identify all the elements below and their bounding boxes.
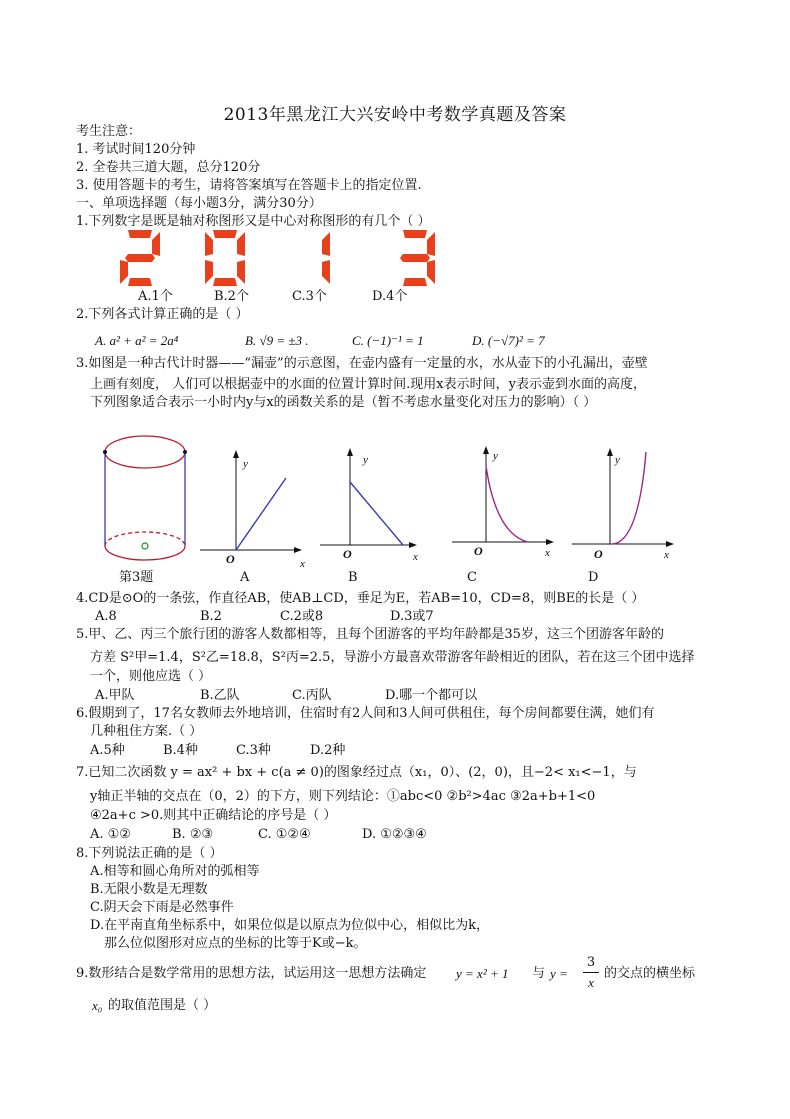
q9-variable: x₀	[92, 998, 103, 1013]
q9-equation-2-lhs: y =	[550, 966, 568, 981]
notice-heading: 考生注意：	[76, 124, 142, 139]
graph-a-label: A	[240, 570, 250, 585]
q5-option-c: C.丙队	[292, 688, 332, 703]
graph-d-origin: O	[594, 547, 603, 561]
q1-option-a: A.1个	[138, 289, 173, 304]
segment-a	[128, 230, 152, 238]
q7-option-d: D. ①②③④	[362, 827, 427, 842]
segment-d	[403, 278, 427, 286]
graph-c-origin: O	[474, 544, 483, 558]
q4-option-c: C.2或8	[280, 609, 324, 624]
q6-line1: 6.假期到了，17名女教师去外地培训，住宿时有2人间和3人间可供租住，每个房间都要住满，她们有	[76, 706, 655, 721]
graph-d	[572, 448, 674, 547]
graph-c-label: C	[467, 570, 477, 585]
q3-line3: 下列图象适合表示一小时内y与x的函数关系的是（暂不考虑水量变化对压力的影响）（ ）	[90, 395, 597, 410]
segment-b	[152, 232, 160, 256]
q1-option-d: D.4个	[372, 289, 408, 304]
q8-option-c: C.阴天会下雨是必然事件	[90, 900, 234, 915]
q1-option-c: C.3个	[292, 289, 327, 304]
q6-option-c: C.3种	[236, 743, 271, 758]
q2-option-d: D. (−√7)² = 7	[472, 333, 545, 348]
graph-b-y-label: y	[363, 454, 368, 466]
graph-d-x-label: x	[664, 549, 669, 561]
graph-a	[200, 450, 302, 553]
q1-option-b: B.2个	[214, 289, 249, 304]
notice-item: 1. 考试时间120分钟	[76, 142, 196, 157]
q4-option-d: D.3或7	[390, 609, 434, 624]
digit-2	[120, 230, 160, 286]
q4-option-b: B.2	[200, 609, 222, 624]
figure-caption: 第3题	[119, 570, 154, 585]
q3-line2: 上画有刻度， 人们可以根据壶中的水面的位置计算时间.现用x表示时间，y表示壶到水面的高度，	[90, 377, 646, 392]
question-2-stem: 2.下列各式计算正确的是（ ）	[76, 307, 249, 322]
water-clock-cylinder	[103, 436, 187, 560]
q5-option-b: B.乙队	[200, 688, 240, 703]
q5-option-d: D.哪一个都可以	[385, 688, 478, 703]
seven-segment-digits	[120, 230, 450, 292]
q6-line2: 几种租住方案.（ ）	[90, 724, 203, 739]
q9-line1-text: 9.数形结合是数学常用的思想方法，试运用这一思想方法确定	[76, 966, 427, 981]
graph-d-y-label: y	[615, 454, 620, 466]
digit-3	[400, 230, 435, 286]
q9-fraction-denominator: x	[588, 975, 594, 990]
segment-f	[205, 232, 213, 256]
graph-c-y-label: y	[493, 450, 498, 462]
q5-line3: 一个，则他应选（ ）	[90, 669, 212, 684]
q2-option-c: C. (−1)⁻¹ = 1	[352, 333, 424, 348]
segment-g	[400, 254, 430, 262]
q8-option-b: B.无限小数是无理数	[90, 882, 208, 897]
q2-option-b: B. √9 = ±3 .	[245, 333, 309, 348]
segment-d	[128, 278, 152, 286]
question-4-stem: 4.CD是⊙O的一条弦，作直径AB，使AB⊥CD，垂足为E，若AB=10，CD=8，则BE的长是（ ）	[76, 591, 645, 606]
graph-a-y-label: y	[243, 458, 248, 470]
graph-a-x-label: x	[300, 558, 305, 570]
segment-d	[213, 278, 237, 286]
q4-option-a: A.8	[95, 609, 117, 624]
section-heading: 一、单项选择题（每小题3分，满分30分）	[76, 196, 322, 211]
q9-equation-1: y = x² + 1	[456, 966, 509, 981]
q9-line1-tail: 的交点的横坐标	[604, 966, 696, 981]
segment-e	[205, 260, 213, 284]
q8-option-a: A.相等和圆心角所对的弧相等	[90, 864, 260, 879]
digit-0	[205, 230, 245, 286]
q8-option-d-line1: D.在平南直角坐标系中，如果位似是以原点为位似中心，相似比为k，	[90, 918, 489, 933]
q6-option-d: D.2种	[310, 743, 346, 758]
notice-item: 2. 全卷共三道大题，总分120分	[76, 160, 261, 175]
notice-item: 3. 使用答题卡的考生，请将答案填写在答题卡上的指定位置.	[76, 178, 422, 193]
page-title: 2013年黑龙江大兴安岭中考数学真题及答案	[223, 105, 567, 125]
digit-1	[322, 232, 330, 284]
q8-option-d-line2: 那么位似图形对应点的坐标的比等于K或−k。	[104, 936, 367, 951]
question-1-stem: 1.下列数字是既是轴对称图形又是中心对称图形的有几个（ ）	[76, 214, 431, 229]
graph-b-x-label: x	[413, 551, 418, 563]
segment-c	[427, 260, 435, 284]
q2-option-a: A. a² + a² = 2a⁴	[95, 333, 179, 348]
segment-b	[427, 232, 435, 256]
q5-line1: 5.甲、乙、丙三个旅行团的游客人数都相等，且每个团游客的平均年龄都是35岁，这三个团游客年龄的	[76, 627, 664, 642]
segment-b	[322, 232, 330, 256]
graph-c	[452, 446, 554, 545]
q6-option-b: B.4种	[163, 743, 198, 758]
graph-a-origin: O	[226, 552, 235, 566]
graph-b-origin: O	[343, 547, 352, 561]
q3-figures	[100, 430, 700, 580]
segment-c	[322, 260, 330, 284]
segment-a	[403, 230, 427, 238]
q6-option-a: A.5种	[90, 743, 125, 758]
q7-option-a: A. ①②	[90, 827, 131, 842]
segment-a	[213, 230, 237, 238]
segment-g	[125, 254, 155, 262]
segment-c	[237, 260, 245, 284]
q7-line2: y轴正半轴的交点在（0，2）的下方，则下列结论：①abc<0 ②b²>4ac ③2a+b+1<0	[90, 789, 596, 804]
q5-line2: 方差 S²甲=1.4，S²乙=18.8，S²丙=2.5，导游小方最喜欢带游客年龄相近的团队，若在这三个团中选择	[90, 650, 695, 665]
q7-line1: 7.已知二次函数 y = ax² + bx + c(a ≠ 0)的图象经过点（x₁，0）、(2，0)，且−2< x₁<−1，与	[76, 765, 637, 780]
graph-b	[320, 448, 417, 548]
q7-option-b: B. ②③	[172, 827, 214, 842]
q7-option-c: C. ①②④	[258, 827, 311, 842]
graph-d-label: D	[588, 570, 599, 585]
question-8-stem: 8.下列说法正确的是（ ）	[76, 846, 223, 861]
segment-e	[120, 260, 128, 284]
graph-c-x-label: x	[545, 547, 550, 559]
segment-b	[237, 232, 245, 256]
q7-line3: ④2a+c >0.则其中正确结论的序号是（ ）	[90, 808, 337, 823]
q9-fraction-bar	[583, 972, 599, 973]
graph-b-label: B	[348, 570, 358, 585]
q5-option-a: A.甲队	[95, 688, 135, 703]
q9-conjunction: 与	[532, 966, 546, 981]
q3-line1: 3.如图是一种古代计时器——“漏壶”的示意图，在壶内盛有一定量的水，水从壶下的小孔漏出，壶壁	[76, 356, 648, 371]
q9-fraction-numerator: 3	[586, 955, 596, 970]
q9-line2: 的取值范围是（ ）	[108, 998, 217, 1013]
